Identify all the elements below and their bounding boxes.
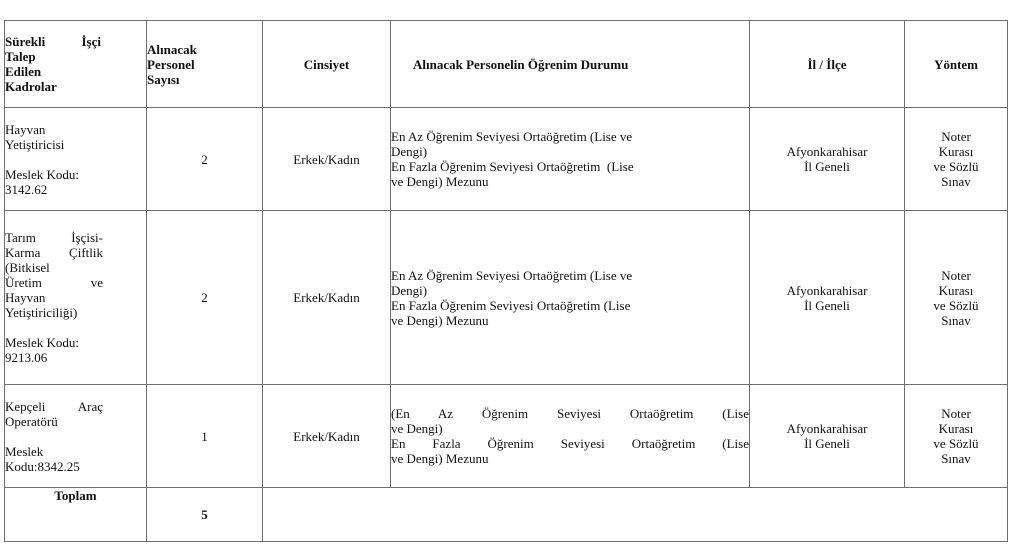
recruitment-table [4, 20, 1008, 542]
place-cell: Afyonkarahisar İl Geneli [750, 108, 905, 211]
education-cell: En Az Öğrenim Seviyesi Ortaöğretim (Lise ve Dengi) En Fazla Öğrenim Seviyesi Ortaöğretim (Lise ve Dengi) Mezunu [391, 211, 750, 385]
education-cell: (En Az Öğrenim Seviyesi Ortaöğretim (Lise ve Dengi) En Fazla Öğrenim Seviyesi Ortaöğretim (Lise ve Dengi) Mezunu [391, 385, 750, 488]
header-personel-sayisi: Alınacak Personel Sayısı [147, 21, 263, 108]
header-kadrolar: Sürekli İşçi Talep Edilen Kadrolar [5, 21, 147, 108]
total-empty-cell [263, 488, 1008, 542]
count-cell: 2 [147, 211, 263, 385]
gender-cell: Erkek/Kadın [263, 385, 391, 488]
table-row [5, 385, 1008, 488]
education-cell: En Az Öğrenim Seviyesi Ortaöğretim (Lise ve Dengi) En Fazla Öğrenim Seviyesi Ortaöğretim (Lise ve Dengi) Mezunu [391, 108, 750, 211]
table-row [5, 211, 1008, 385]
total-label: Toplam [5, 488, 147, 542]
gender-cell: Erkek/Kadın [263, 108, 391, 211]
header-row [5, 21, 1008, 108]
gender-cell: Erkek/Kadın [263, 211, 391, 385]
count-cell: 2 [147, 108, 263, 211]
header-il-ilce: İl / İlçe [750, 21, 905, 108]
method-cell: Noter Kurası ve Sözlü Sınav [905, 385, 1008, 488]
kadro-cell: Hayvan Yetiştiricisi Meslek Kodu: 3142.62 [5, 108, 147, 211]
place-cell: Afyonkarahisar İl Geneli [750, 211, 905, 385]
place-cell: Afyonkarahisar İl Geneli [750, 385, 905, 488]
header-yontem: Yöntem [905, 21, 1008, 108]
total-value: 5 [147, 488, 263, 542]
total-row [5, 488, 1008, 542]
kadro-cell: Kepçeli Araç Operatörü Meslek Kodu:8342.25 [5, 385, 147, 488]
header-ogrenim-durumu: Alınacak Personelin Öğrenim Durumu [391, 21, 750, 108]
cropped-text-above [0, 0, 1024, 6]
table-row [5, 108, 1008, 211]
method-cell: Noter Kurası ve Sözlü Sınav [905, 211, 1008, 385]
method-cell: Noter Kurası ve Sözlü Sınav [905, 108, 1008, 211]
count-cell: 1 [147, 385, 263, 488]
header-cinsiyet: Cinsiyet [263, 21, 391, 108]
kadro-cell: Tarım İşçisi- Karma Çiftlik (Bitkisel Üretim ve Hayvan Yetiştiriciliği) Meslek Kodu: 9213.06 [5, 211, 147, 385]
